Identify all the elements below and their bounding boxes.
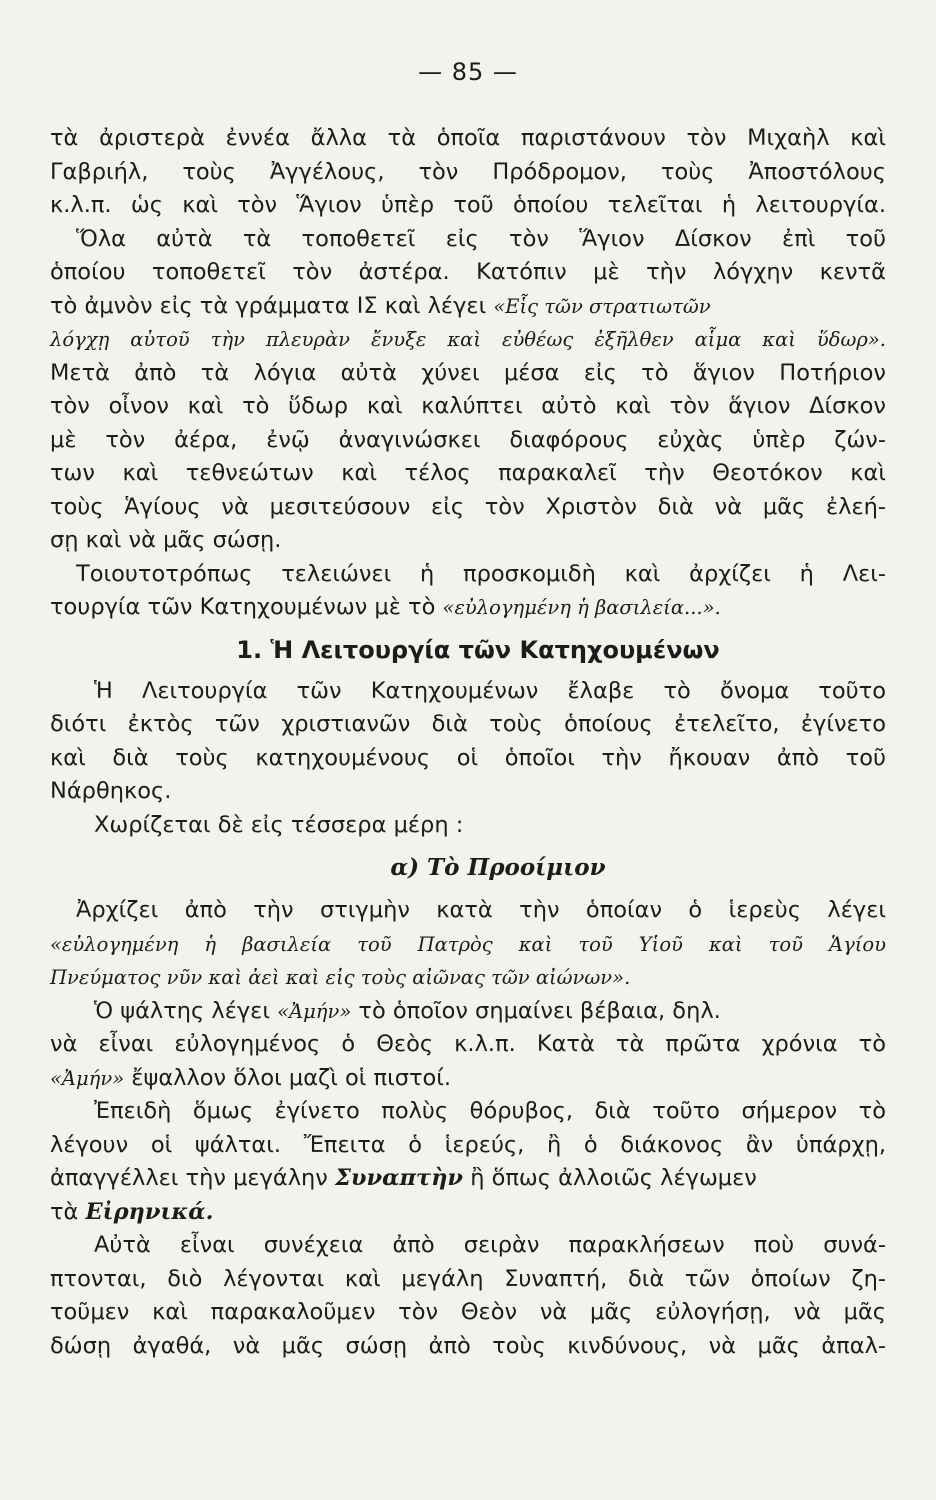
text-line: νὰ εἶναι εὐλογημένος ὁ Θεὸς κ.λ.π. Κατὰ τὰ πρῶτα χρόνια τὸ	[50, 1031, 886, 1057]
text-line: λέγουν οἱ ψάλται. Ἔπειτα ὁ ἱερεύς, ἢ ὁ διάκονος ἂν ὑπάρχῃ,	[50, 1131, 886, 1158]
text-line: Τοιουτοτρόπως τελειώνει ἡ προσκομιδὴ καὶ ἀρχίζει ἡ Λει-	[76, 560, 886, 587]
page-number: — 85 —	[418, 58, 518, 86]
text-line: μὲ τὸν ἀέρα, ἐνῷ ἀναγινώσκει διαφόρους εὐχὰς ὑπὲρ ζών-	[50, 426, 886, 453]
liturgy-quote-line: Πνεύματος νῦν καὶ ἀεὶ καὶ εἰς τοὺς αἰῶνας τῶν αἰώνων».	[50, 966, 631, 989]
text-line: Ἀρχίζει ἀπὸ τὴν στιγμὴν κατὰ τὴν ὁποίαν ὁ ἱερεὺς λέγει	[76, 897, 886, 923]
text-fragment: ἢ ὅπως ἀλλοιῶς λέγωμεν	[463, 1165, 757, 1191]
text-line	[50, 1062, 886, 1096]
text-line	[50, 1162, 886, 1196]
text-line: σῃ καὶ νὰ μᾶς σώσῃ.	[50, 527, 282, 553]
text-line: τὸν οἶνον καὶ τὸ ὕδωρ καὶ καλύπτει αὐτὸ καὶ τὸν ἅγιον Δίσκον	[50, 393, 886, 419]
text-fragment: Ὁ ψάλτης λέγει	[94, 997, 278, 1024]
text-line	[50, 1196, 886, 1230]
text-fragment: ἀπαγγέλλει τὴν μεγάλην	[50, 1165, 336, 1191]
text-fragment: τουργία τῶν Κατηχουμένων μὲ τὸ	[50, 594, 443, 620]
liturgy-quote-line: «εὐλογημένη ἡ βασιλεία τοῦ Πατρὸς καὶ τοῦ Υἱοῦ καὶ τοῦ Ἁγίου	[50, 932, 886, 956]
liturgy-quote: «εὐλογημένη ἡ βασιλεία...».	[442, 596, 721, 619]
text-line: Αὐτὰ εἶναι συνέχεια ἀπὸ σειρὰν παρακλήσεων ποὺ συνά-	[94, 1232, 886, 1258]
text-fragment: ἔψαλλον ὅλοι μαζὶ οἱ πιστοί.	[124, 1064, 452, 1091]
text-line: Γαβριήλ, τοὺς Ἀγγέλους, τὸν Πρόδρομον, τοὺς Ἀποστόλους	[50, 158, 886, 185]
text-line: τοῦμεν καὶ παρακαλοῦμεν τὸν Θεὸν νὰ μᾶς εὐλογήσῃ, νὰ μᾶς	[50, 1299, 886, 1325]
text-line	[50, 591, 886, 625]
text-line	[50, 290, 886, 324]
text-line: Ὅλα αὐτὰ τὰ τοποθετεῖ εἰς τὸν Ἅγιον Δίσκον ἐπὶ τοῦ	[76, 225, 886, 252]
text-fragment: τὸ ὁποῖον σημαίνει βέβαια, δηλ.	[351, 997, 721, 1024]
amen-quote: «Ἀμήν»	[50, 1066, 125, 1090]
text-line: Ἐπειδὴ ὅμως ἐγίνετο πολὺς θόρυβος, διὰ τοῦτο σήμερον τὸ	[94, 1098, 886, 1124]
text-line: πτονται, διὸ λέγονται καὶ μεγάλη Συναπτή, διὰ τῶν ὁποίων ζη-	[50, 1265, 886, 1292]
emphasis-term: Εἰρηνικά.	[85, 1198, 214, 1225]
text-line: των καὶ τεθνεώτων καὶ τέλος παρακαλεῖ τὴν Θεοτόκον καὶ	[50, 460, 886, 486]
text-line: δώσῃ ἀγαθά, νὰ μᾶς σώσῃ ἀπὸ τοὺς κινδύνους, νὰ μᾶς ἀπαλ-	[50, 1332, 886, 1359]
text-line: Μετὰ ἀπὸ τὰ λόγια αὐτὰ χύνει μέσα εἰς τὸ ἅγιον Ποτήριον	[50, 359, 886, 386]
text-line: τὰ ἀριστερὰ ἐννέα ἄλλα τὰ ὁποῖα παριστάνουν τὸν Μιχαὴλ καὶ	[50, 125, 886, 151]
text-line: καὶ διὰ τοὺς κατηχουμένους οἱ ὁποῖοι τὴν ἤκουαν ἀπὸ τοῦ	[50, 744, 886, 771]
text-line: τοὺς Ἁγίους νὰ μεσιτεύσουν εἰς τὸν Χριστὸν διὰ νὰ μᾶς ἐλεή-	[50, 493, 886, 520]
text-line: Ἡ Λειτουργία τῶν Κατηχουμένων ἔλαβε τὸ ὄνομα τοῦτο	[94, 677, 886, 704]
body-text	[50, 122, 886, 1363]
text-line: κ.λ.π. ὡς καὶ τὸν Ἅγιον ὑπὲρ τοῦ ὁποίου τελεῖται ἡ λειτουργία.	[50, 192, 886, 218]
emphasis-term: Συναπτὴν	[335, 1165, 464, 1191]
amen-quote: «Ἀμήν»	[277, 999, 352, 1023]
scripture-quote-line: λόγχῃ αὐτοῦ τὴν πλευρὰν ἔνυξε καὶ εὐθέως ἐξῆλθεν αἷμα καὶ ὕδωρ».	[50, 328, 886, 351]
subsection-heading: α) Τὸ Προοίμιον	[390, 854, 606, 881]
text-line	[50, 995, 886, 1029]
text-line: ὁποίου τοποθετεῖ τὸν ἀστέρα. Κατόπιν μὲ τὴν λόγχην κεντᾶ	[50, 259, 886, 285]
section-heading: 1. Ἡ Λειτουργία τῶν Κατηχουμένων	[236, 635, 720, 664]
text-fragment: τὰ	[50, 1198, 86, 1225]
scripture-quote: «Εἷς τῶν στρατιωτῶν	[493, 294, 711, 318]
text-line: διότι ἐκτὸς τῶν χριστιανῶν διὰ τοὺς ὁποίους ἐτελεῖτο, ἐγίνετο	[50, 711, 886, 737]
text-line: Χωρίζεται δὲ εἰς τέσσερα μέρη :	[94, 811, 464, 838]
text-fragment: τὸ ἀμνὸν εἰς τὰ γράμματα ΙΣ καὶ λέγει	[50, 292, 494, 319]
text-line: Νάρθηκος.	[50, 778, 172, 804]
